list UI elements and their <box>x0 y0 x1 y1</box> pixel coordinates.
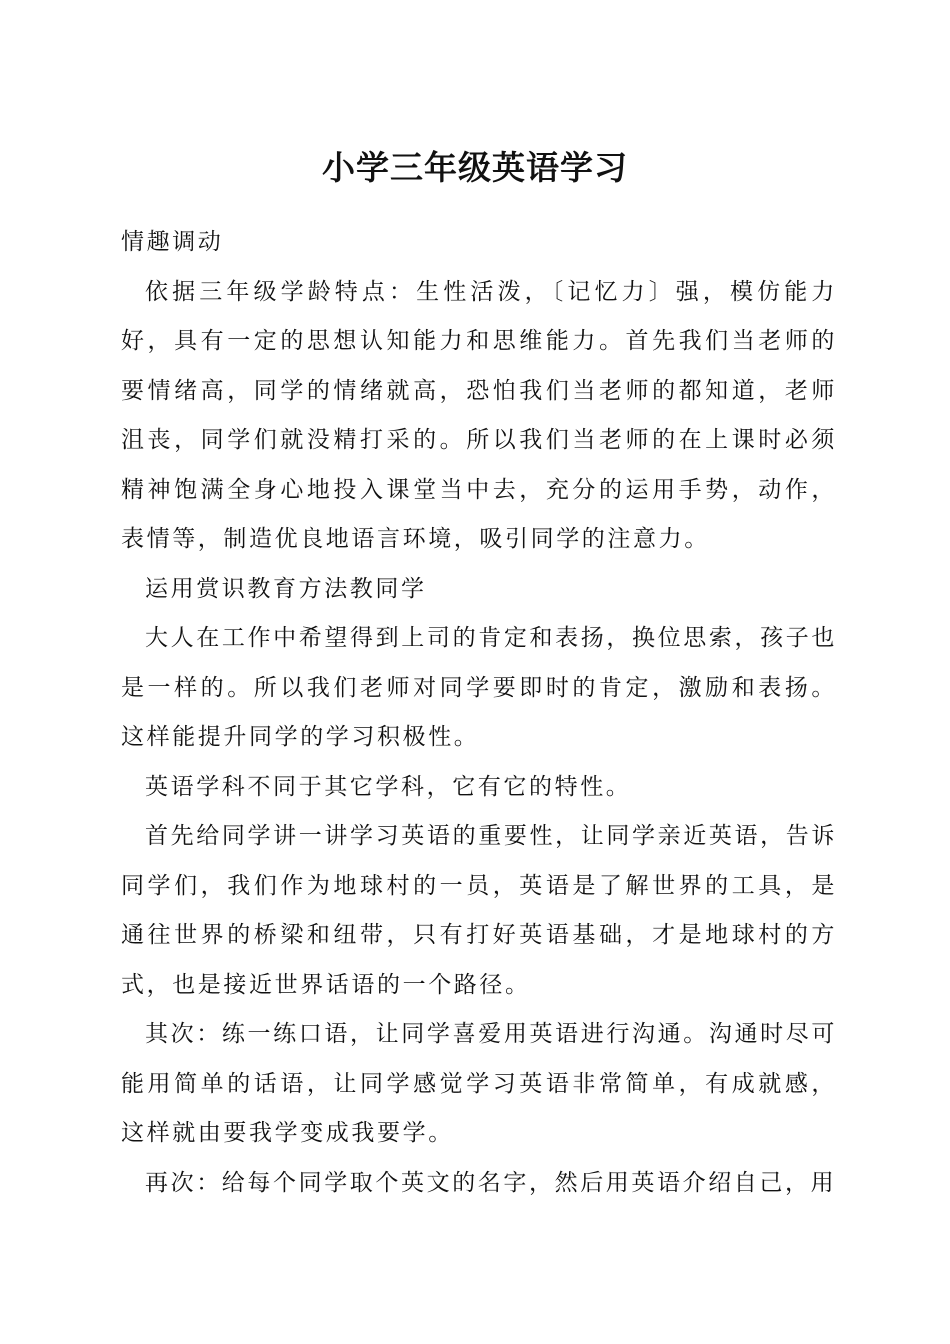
paragraph: 再次：给每个同学取个英文的名字，然后用英语介绍自己，用 <box>145 1169 837 1196</box>
paragraph: 首先给同学讲一讲学习英语的重要性，让同学亲近英语，告诉同学们，我们作为地球村的一员，英语是了解世界的工具，是通往世界的桥梁和纽带，只有打好英语基础，才是地球村的方式，也是接近世界话语的一个路径。 <box>121 823 837 998</box>
paragraph: 其次：练一练口语，让同学喜爱用英语进行沟通。沟通时尽可能用简单的话语，让同学感觉学习英语非常简单，有成就感，这样就由要我学变成我要学。 <box>121 1021 837 1146</box>
document-title: 小学三年级英语学习 <box>322 148 628 187</box>
section-heading: 情趣调动 <box>121 229 224 255</box>
paragraph: 运用赏识教育方法教同学 <box>145 575 427 602</box>
paragraph: 大人在工作中希望得到上司的肯定和表扬，换位思索，孩子也是一样的。所以我们老师对同学要即时的肯定，激励和表扬。这样能提升同学的学习积极性。 <box>121 625 837 750</box>
paragraph: 依据三年级学龄特点：生性活泼，〔记忆力〕强，模仿能力好，具有一定的思想认知能力和思维能力。首先我们当老师的要情绪高，同学的情绪就高，恐怕我们当老师的都知道，老师沮丧，同学们就没精打采的。所以我们当老师的在上课时必须精神饱满全身心地投入课堂当中去，充分的运用手势，动作，表情等，制造优良地语言环境，吸引同学的注意力。 <box>121 278 837 552</box>
paragraph: 英语学科不同于其它学科，它有它的特性。 <box>145 773 632 800</box>
document-body <box>121 218 837 1208</box>
